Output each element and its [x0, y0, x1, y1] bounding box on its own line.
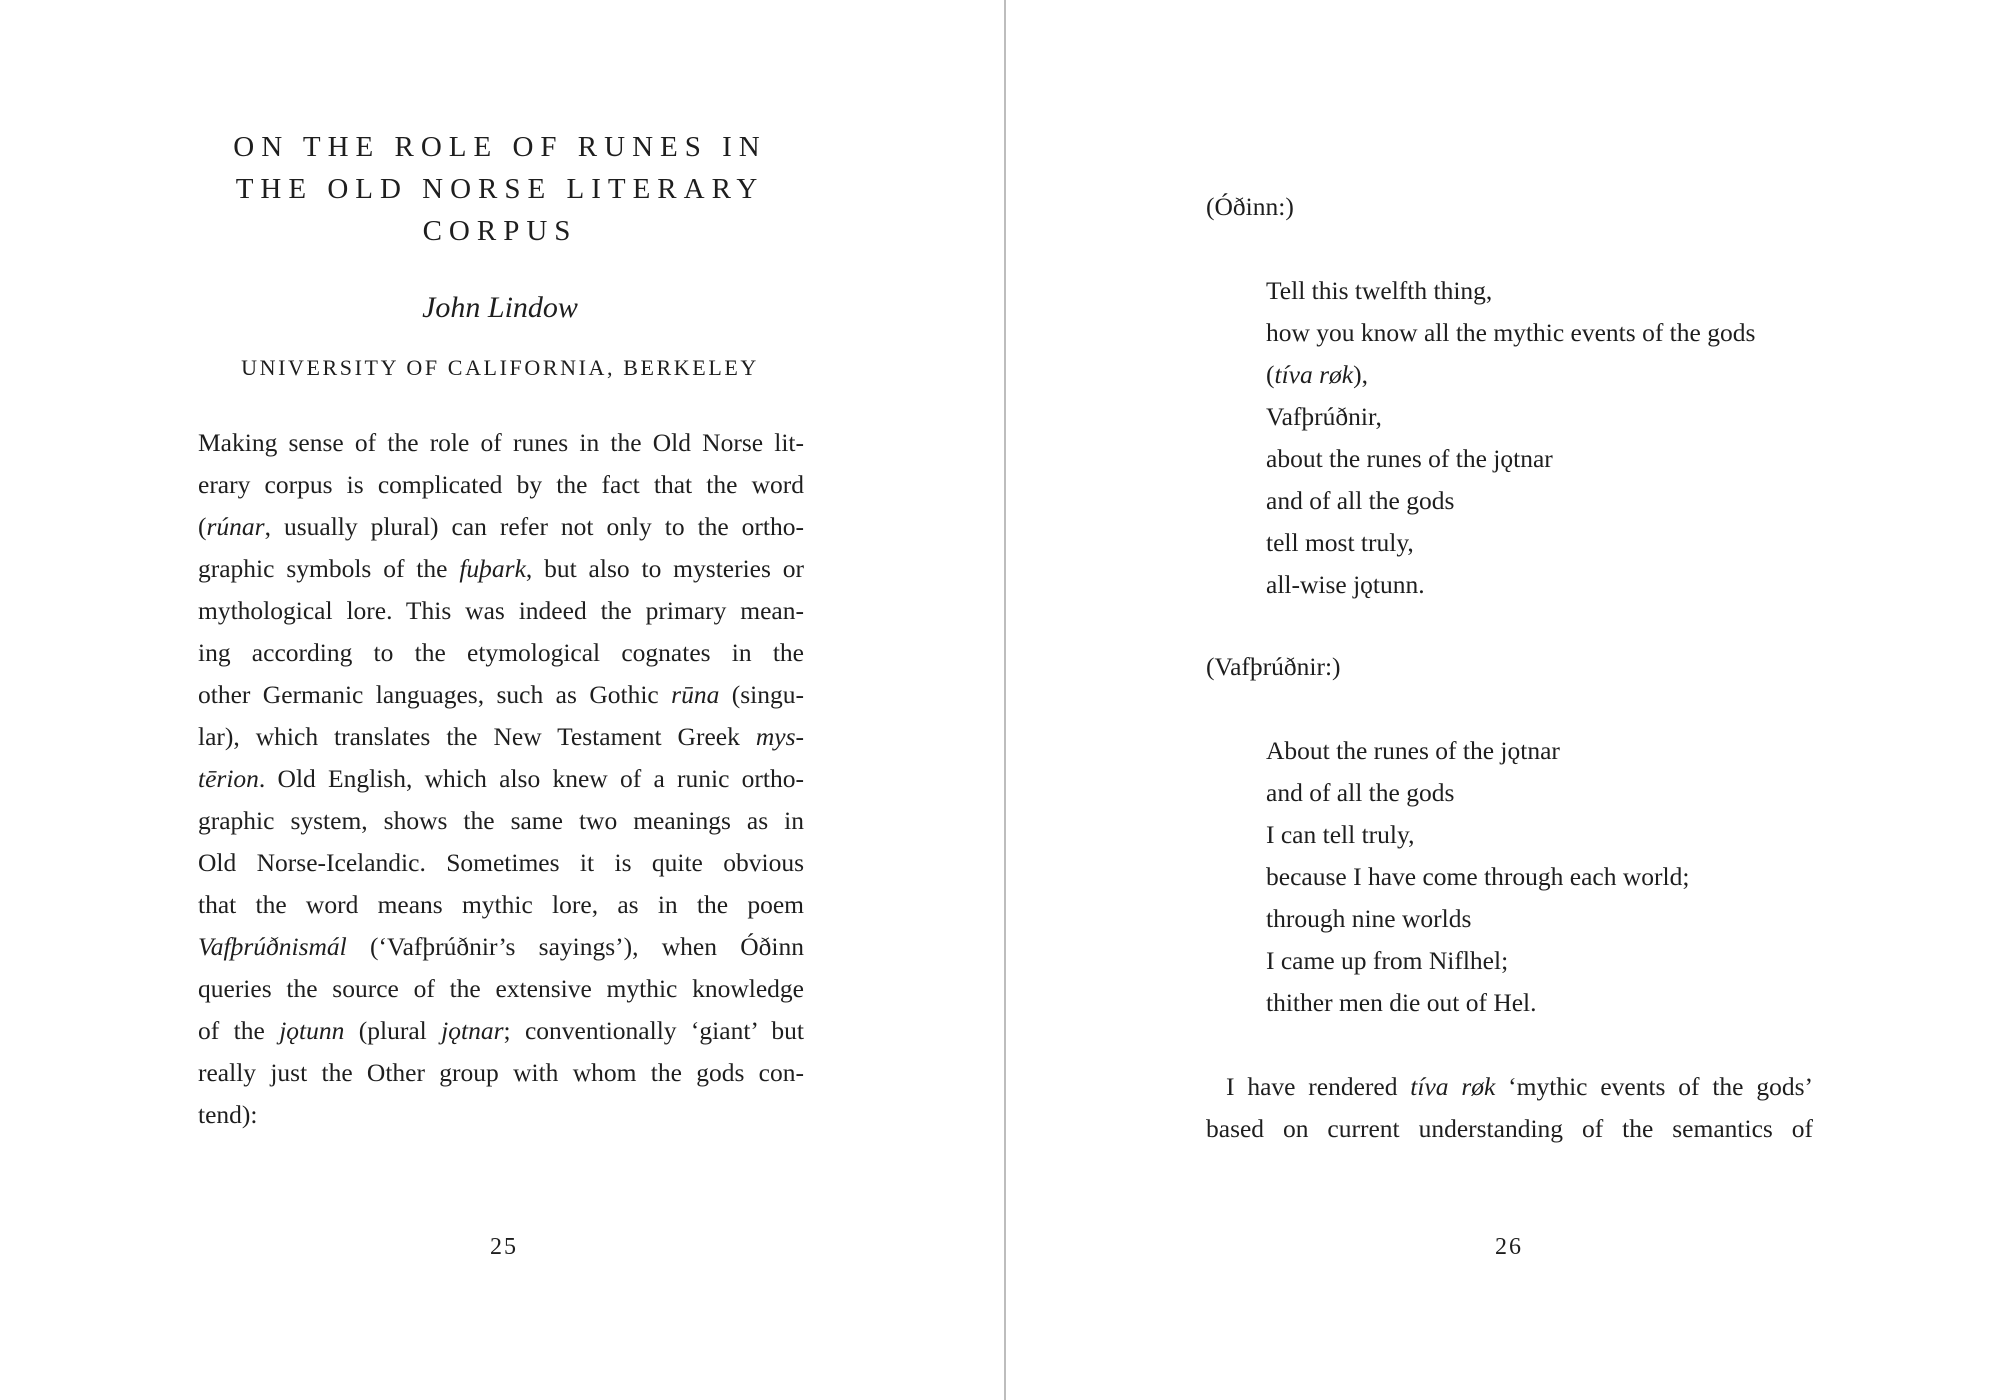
text-line: erary corpus is complicated by the fact that the word: [198, 470, 804, 499]
author-name: John Lindow: [422, 291, 578, 324]
text-line: graphic system, shows the same two meanings as in: [198, 806, 804, 835]
text-span: other Germanic languages, such as Gothic: [198, 680, 672, 709]
chapter-title-line: ON THE ROLE OF RUNES IN: [233, 131, 767, 163]
text-line: ing according to the etymological cognates in the: [198, 638, 804, 667]
text-span: I have rendered: [1226, 1072, 1411, 1101]
text-span: ‘mythic events of the gods’: [1495, 1072, 1813, 1101]
text-span: of the: [198, 1016, 280, 1045]
verse-line: thither men die out of Hel.: [1266, 988, 1537, 1017]
verse-line: through nine worlds: [1266, 904, 1472, 933]
text-span: , usually plural) can refer not only to the ortho-: [264, 512, 804, 541]
verse-line: I can tell truly,: [1266, 820, 1415, 849]
text-line: mythological lore. This was indeed the primary mean-: [198, 596, 804, 625]
text-span: , but also to mysteries or: [525, 554, 805, 583]
speaker-label: (Óðinn:): [1206, 192, 1294, 221]
text-line: [198, 506, 804, 548]
body-paragraph: [198, 422, 804, 1136]
verse-line: Tell this twelfth thing,: [1266, 276, 1493, 305]
verse-line: I came up from Niflhel;: [1266, 946, 1509, 975]
verse-line: how you know all the mythic events of the gods: [1266, 318, 1756, 347]
text-span: (‘Vafþrúðnir’s sayings’), when Óðinn: [346, 932, 804, 961]
chapter-title: [150, 126, 850, 252]
text-line: [198, 1010, 804, 1052]
text-span: (plural: [344, 1016, 442, 1045]
italic-term: rūna: [671, 680, 720, 709]
verse-line: about the runes of the jǫtnar: [1266, 444, 1553, 473]
text-span: . Old English, which also knew of a runic ortho-: [258, 764, 804, 793]
verse-line: tell most truly,: [1266, 528, 1414, 557]
verse-line: and of all the gods: [1266, 778, 1455, 807]
italic-term: tíva røk: [1410, 1072, 1496, 1101]
italic-term: Vafþrúðnismál: [198, 932, 347, 961]
verse-line: and of all the gods: [1266, 486, 1455, 515]
verse-line: Vafþrúðnir,: [1266, 402, 1382, 431]
text-line: based on current understanding of the semantics of: [1206, 1114, 1813, 1143]
text-line: [1206, 1066, 1813, 1108]
italic-term: rúnar: [206, 512, 265, 541]
italic-term: fuþark: [459, 554, 526, 583]
text-line: [198, 716, 804, 758]
text-line: Making sense of the role of runes in the Old Norse lit-: [198, 428, 804, 457]
verse-line: [1266, 354, 1368, 396]
text-span: lar), which translates the New Testament Greek: [198, 722, 756, 751]
page-number: 25: [490, 1234, 518, 1260]
text-span: graphic symbols of the: [198, 554, 460, 583]
author-affiliation: UNIVERSITY OF CALIFORNIA, BERKELEY: [241, 355, 759, 380]
text-span: (: [198, 512, 207, 541]
text-line: [198, 674, 804, 716]
text-span: ; conventionally ‘giant’ but: [503, 1016, 804, 1045]
text-line: [198, 926, 804, 968]
text-line: really just the Other group with whom the gods con-: [198, 1058, 804, 1087]
text-line: [198, 548, 804, 590]
text-span: (: [1266, 360, 1275, 389]
chapter-title-line: THE OLD NORSE LITERARY: [235, 173, 765, 205]
text-line: tend):: [198, 1100, 258, 1129]
verse-line: all-wise jǫtunn.: [1266, 570, 1425, 599]
text-span: (singu-: [719, 680, 804, 709]
page-number: 26: [1495, 1234, 1523, 1260]
verse-line: because I have come through each world;: [1266, 862, 1690, 891]
italic-term: tērion: [198, 764, 259, 793]
text-line: [198, 758, 804, 800]
text-span: ),: [1353, 360, 1368, 389]
text-line: Old Norse-Icelandic. Sometimes it is quite obvious: [198, 848, 804, 877]
chapter-title-line: CORPUS: [422, 215, 578, 247]
verse-line: About the runes of the jǫtnar: [1266, 736, 1560, 765]
italic-term: mys-: [755, 722, 804, 751]
italic-term: tíva røk: [1274, 360, 1354, 389]
text-line: queries the source of the extensive mythic knowledge: [198, 974, 804, 1003]
text-line: that the word means mythic lore, as in the poem: [198, 890, 804, 919]
right-page: [1006, 0, 2000, 1400]
speaker-label: (Vafþrúðnir:): [1206, 652, 1341, 681]
italic-term: jǫtnar: [441, 1016, 504, 1045]
italic-term: jǫtunn: [279, 1016, 345, 1045]
